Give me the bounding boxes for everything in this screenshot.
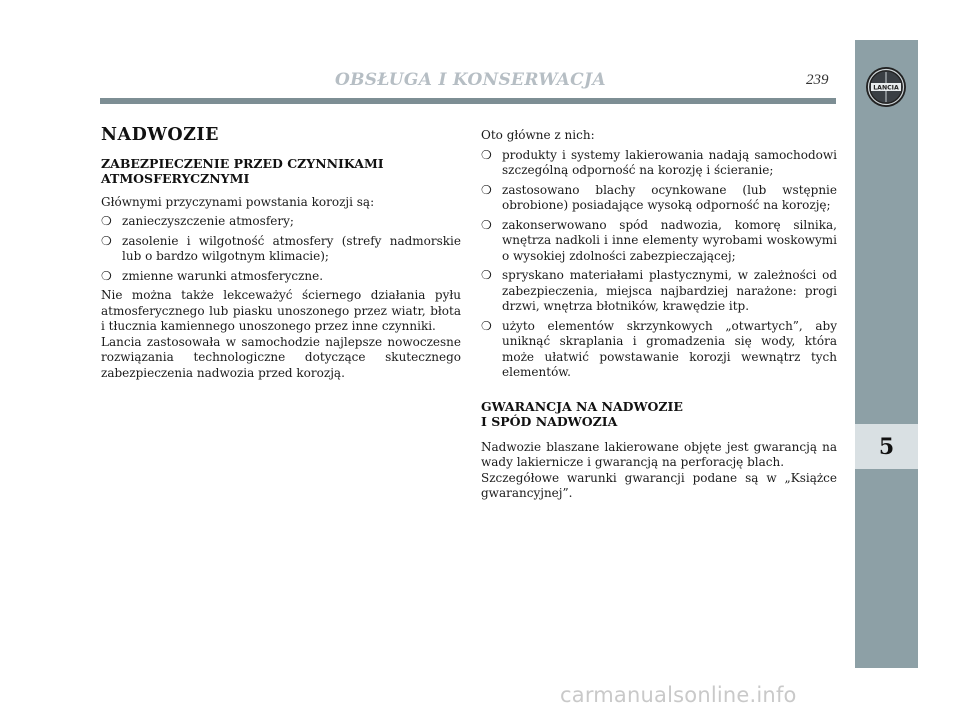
left-column xyxy=(101,125,461,385)
page-title: NADWOZIE xyxy=(101,125,219,145)
paragraph: Nadwozie blaszane lakierowane objęte jest gwarancją na wady lakiernicze i gwarancją na perforację blach. xyxy=(481,439,837,469)
solutions-list xyxy=(481,148,837,381)
chapter-side-tab xyxy=(855,40,918,668)
watermark: carmanualsonline.info xyxy=(560,683,797,707)
bullet-icon: ❍ xyxy=(101,214,112,228)
intro-text: Głównymi przyczynami powstania korozji są: xyxy=(101,194,375,209)
bullet-icon: ❍ xyxy=(481,318,492,333)
page-number: 239 xyxy=(806,72,829,88)
list-item: ❍ zastosowano blachy ocynkowane (lub wstępnie obrobione) posiadające wysoką odporność na korozję; xyxy=(481,182,837,212)
list-item: ❍ użyto elementów skrzynkowych „otwartych”, aby uniknąć skraplania i gromadzenia się wody, która może ułatwić powstawanie korozji wewnątrz tych elementów. xyxy=(481,318,837,379)
bullet-icon: ❍ xyxy=(101,268,112,283)
section-title-warranty: GWARANCJA NA NADWOZIE I SPÓD NADWOZIA xyxy=(481,398,683,429)
header-rule xyxy=(100,98,836,104)
right-column xyxy=(481,128,837,506)
paragraph: Lancia zastosowała w samochodzie najlepsze nowoczesne rozwiązania technologiczne dotyczące skutecznego zabezpieczenia nadwozia przed korozją. xyxy=(101,334,461,380)
list-item: ❍ zmienne warunki atmosferyczne. xyxy=(101,268,324,283)
section-header-title: OBSŁUGA I KONSERWACJA xyxy=(335,70,606,90)
list-item: ❍ produkty i systemy lakierowania nadają samochodowi szczególną odporność na korozję i ścieranie; xyxy=(481,147,837,177)
bullet-icon: ❍ xyxy=(481,147,492,162)
list-item: ❍ spryskano materiałami plastycznymi, w zależności od zabezpieczenia, miejsca najbardziej narażone: progi drzwi, wnętrza błotników, krawędzie itp. xyxy=(481,268,837,313)
causes-list xyxy=(101,214,461,284)
lancia-logo-icon xyxy=(865,66,907,108)
paragraph: Szczegółowe warunki gwarancji podane są w „Książce gwarancyjnej”. xyxy=(481,470,837,500)
svg-text:LANCIA: LANCIA xyxy=(873,84,899,92)
paragraph: Nie można także lekceważyć ściernego działania pyłu atmosferycznego lub piasku unoszonego przez wiatr, błota i tłucznia kamiennego unoszonego przez inne czynniki. xyxy=(101,288,461,333)
list-item: ❍ zakonserwowano spód nadwozia, komorę silnika, wnętrza nadkoli i inne elementy wyrobami woskowymi o wysokiej zdolności zabezpieczającej; xyxy=(481,217,837,263)
bullet-icon: ❍ xyxy=(101,233,112,248)
bullet-icon: ❍ xyxy=(481,217,492,232)
chapter-number: 5 xyxy=(855,424,918,469)
section-title-corrosion: ZABEZPIECZENIE PRZED CZYNNIKAMI ATMOSFERYCZNYMI xyxy=(101,155,384,186)
intro-text: Oto główne z nich: xyxy=(481,128,595,142)
bullet-icon: ❍ xyxy=(481,182,492,197)
bullet-icon: ❍ xyxy=(481,268,492,282)
list-item: ❍ zanieczyszczenie atmosfery; xyxy=(101,214,294,228)
list-item: ❍ zasolenie i wilgotność atmosfery (strefy nadmorskie lub o bardzo wilgotnym klimacie); xyxy=(101,233,461,263)
